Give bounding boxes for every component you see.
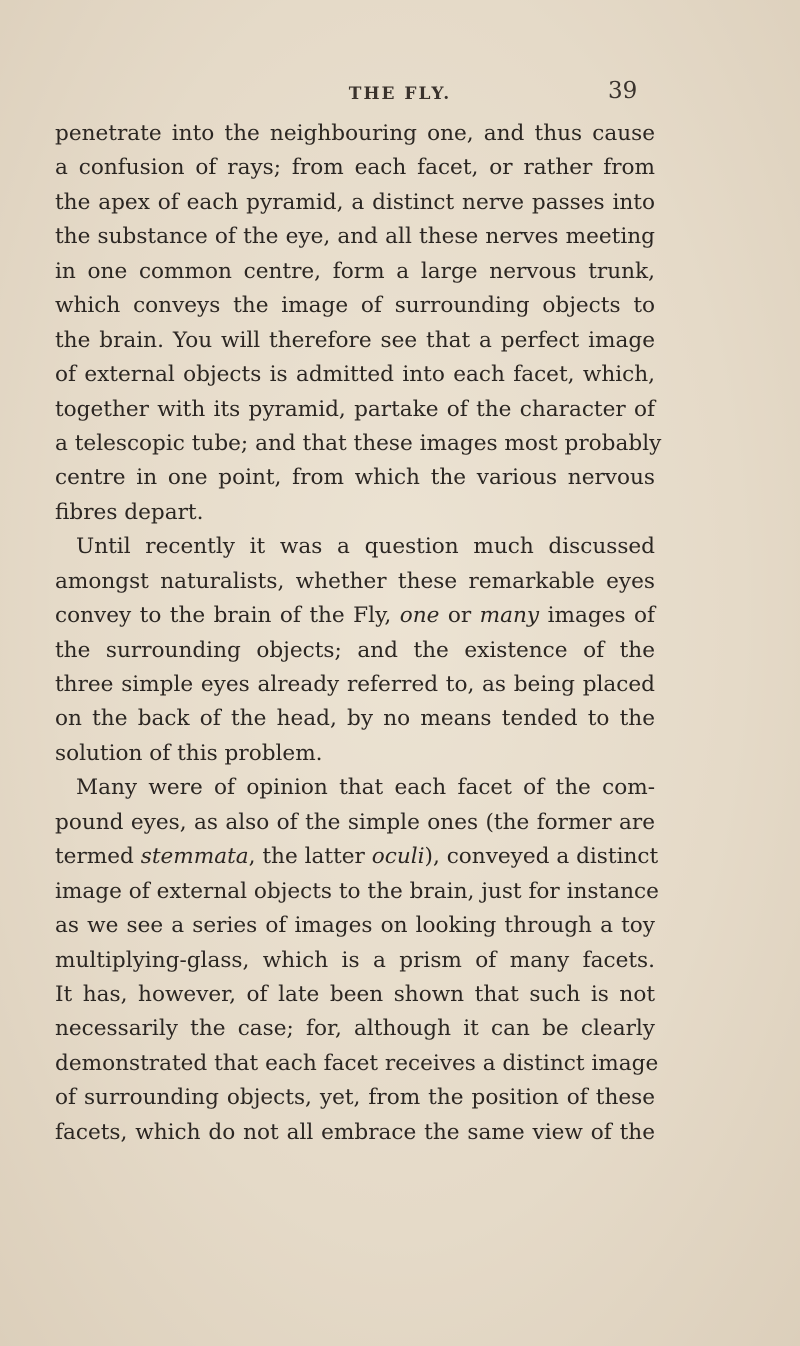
text-fragment: convey to the brain of the Fly, — [55, 603, 400, 629]
text-line — [55, 840, 659, 874]
text-fragment: termed — [55, 844, 141, 870]
text-line: the apex of each pyramid, a distinct nerve passes into — [55, 189, 655, 215]
text-line: fibres depart. — [55, 499, 204, 525]
text-line: penetrate into the neighbouring one, and thus cause — [55, 121, 655, 146]
italic-term: many — [479, 603, 540, 629]
text-line: a confusion of rays; from each facet, or rather from — [55, 155, 655, 181]
text-line: amongst naturalists, whether these remarkable eyes — [55, 568, 655, 594]
italic-term: oculi — [371, 844, 425, 870]
text-line: in one common centre, form a large nervous trunk, — [55, 258, 655, 284]
italic-term: stemmata — [140, 844, 249, 870]
body-text — [55, 117, 662, 1150]
text-line: of surrounding objects, yet, from the position of these — [55, 1085, 655, 1111]
text-line: as we see a series of images on looking through a toy — [55, 913, 655, 939]
text-line: which conveys the image of surrounding objects to — [55, 293, 655, 319]
text-line: Until recently it was a question much discussed — [76, 534, 655, 560]
text-line: centre in one point, from which the various nervous — [55, 465, 655, 491]
text-fragment: , the latter — [248, 844, 372, 870]
text-line: on the back of the head, by no means tended to the — [55, 706, 655, 732]
text-line: demonstrated that each facet receives a distinct image — [55, 1050, 659, 1076]
text-line: together with its pyramid, partake of the character of — [55, 396, 655, 422]
text-line: It has, however, of late been shown that such is not — [55, 981, 655, 1007]
text-line: the surrounding objects; and the existence of the — [55, 637, 655, 663]
text-line: the brain. You will therefore see that a perfect image — [55, 327, 655, 353]
text-line: pound eyes, as also of the simple ones (the former are — [55, 809, 655, 835]
text-fragment: images of — [539, 603, 655, 629]
page-number: 39 — [608, 78, 638, 104]
text-line: the substance of the eye, and all these nerves meeting — [55, 224, 655, 250]
text-line: of external objects is admitted into each facet, which, — [55, 362, 655, 388]
text-line: facets, which do not all embrace the same view of the — [55, 1119, 655, 1145]
text-line: necessarily the case; for, although it can be clearly — [55, 1016, 655, 1042]
text-line: multiplying-glass, which is a prism of many facets. — [55, 947, 655, 973]
running-head — [0, 78, 800, 108]
text-line: three simple eyes already referred to, as being placed — [55, 672, 655, 697]
text-line: Many were of opinion that each facet of the com- — [76, 775, 655, 801]
text-fragment: or — [439, 603, 480, 629]
text-fragment: ), conveyed a distinct — [424, 844, 659, 870]
text-line: image of external objects to the brain, just for instance — [55, 878, 659, 904]
text-line: solution of this problem. — [55, 740, 323, 766]
text-line — [55, 599, 655, 633]
text-line: a telescopic tube; and that these images most probably — [55, 430, 662, 456]
running-title: THE FLY. — [348, 84, 452, 104]
italic-term: one — [399, 603, 440, 629]
